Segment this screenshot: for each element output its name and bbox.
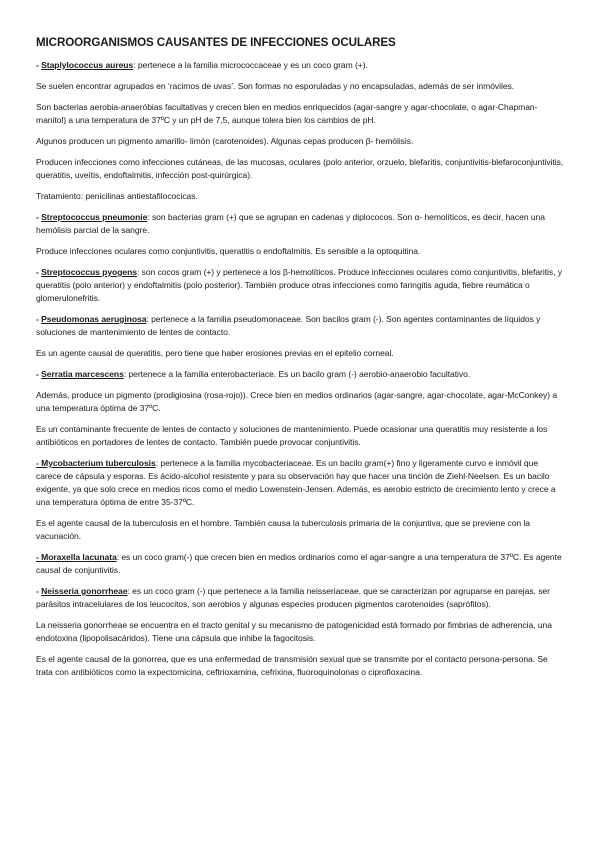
paragraph-text: Producen infecciones como infecciones cutáneas, de las mucosas, oculares (polo anterior, orzuelo, blefaritis, conjuntivitis-blefaroconjuntivitis, queratitis, uveítis, endoftalmitis, infección post-quirúrgica). (36, 157, 564, 180)
paragraph-text: Es un agente causal de queratitis, pero tiene que haber erosiones previas en el epitelio corneal. (36, 348, 394, 358)
organism-paragraph (36, 457, 565, 509)
body-paragraph (36, 619, 565, 645)
body-paragraph (36, 517, 565, 543)
organism-name: - Moraxella lacunata (36, 552, 117, 562)
paragraph-text: La neisseria gonorrheae se encuentra en el tracto genital y su mecanismo de patogenicidad está formado por fimbrias de adherencia, una endotoxina (lipopolisacáridos). Tiene una cápsula que inhibe la fagocitosis. (36, 620, 552, 643)
body-paragraph (36, 156, 565, 182)
organism-paragraph (36, 266, 565, 305)
organism-paragraph (36, 211, 565, 237)
paragraph-text: : pertenece a la familia micrococcaceae y es un coco gram (+). (133, 60, 368, 70)
bullet-dash: - (36, 369, 42, 379)
organism-paragraph (36, 59, 565, 72)
organism-name: Streptococcus pyogens (41, 267, 137, 277)
paragraph-text: : son cocos gram (+) y pertenece a los β-hemolíticos. Produce infecciones oculares como conjuntivitis, blefaritis, y queratitis (polo anterior) y endoftalmitis (polo posterior). También produce otras infecciones como faringitis aguda, fiebre reumática o glomerulonefritis. (36, 267, 562, 303)
body-paragraph (36, 80, 565, 93)
organism-paragraph (36, 313, 565, 339)
body-paragraph (36, 347, 565, 360)
paragraph-text: Es el agente causal de la tuberculosis en el hombre. También causa la tuberculosis primaria de la conjuntiva, que se previene con la vacunación. (36, 518, 531, 541)
paragraph-text: Algunos producen un pigmento amarillo- limón (carotenoides). Algunas cepas producen β- hemólisis. (36, 136, 414, 146)
organism-name: - Mycobacterium tuberculosis (36, 458, 156, 468)
organism-name: Staplylococcus aureus (41, 60, 134, 70)
paragraph-text: Se suelen encontrar agrupados en ‘racimos de uvas’. Son formas no esporuladas y no encapsuladas, además de ser inmóviles. (36, 81, 515, 91)
paragraph-text: : pertenece a la familia enterobacteriace. Es un bacilo gram (-) aerobio-anaerobio facultativo. (123, 369, 471, 379)
body-paragraph (36, 245, 565, 258)
bullet-dash: - (36, 212, 42, 222)
body-paragraph (36, 101, 565, 127)
organism-name: Pseudomonas aeruginosa (41, 314, 147, 324)
paragraph-text: Además, produce un pigmento (prodigiosina (rosa-rojo)). Crece bien en medios ordinarios (agar-sangre, agar-chocolate, agar-McConkey) a una temperatura óptima de 37ºC. (36, 390, 558, 413)
bullet-dash: - (36, 314, 42, 324)
bullet-dash: - (36, 586, 42, 596)
organism-paragraph (36, 368, 565, 381)
bullet-dash: - (36, 60, 42, 70)
body-paragraph (36, 423, 565, 449)
paragraph-text: : pertenece a la familia pseudomonaceae. Son bacilos gram (-). Son agentes contaminantes de líquidos y soluciones de mantenimiento de lentes de contacto. (36, 314, 541, 337)
organism-paragraph (36, 551, 565, 577)
paragraph-text: : es un coco gram(-) que crecen bien en medios ordinarios como el agar-sangre a una temperatura de 37ºC. Es agente causal de conjuntivitis. (36, 552, 562, 575)
paragraph-text: : son bacterias gram (+) que se agrupan en cadenas y diplococos. Son α- hemolíticos, es decir, hacen una hemólisis parcial de la sangre. (36, 212, 545, 235)
document-title: MICROORGANISMOS CAUSANTES DE INFECCIONES OCULARES (36, 36, 396, 49)
body-paragraph (36, 135, 565, 148)
organism-name: Neisseria gonorrheae (41, 586, 128, 596)
body-paragraph (36, 389, 565, 415)
bullet-dash: - (36, 267, 42, 277)
paragraph-text: : pertenece a la familia mycobacteriaceae. Es un bacilo gram(+) fino y ligeramente curvo e inmóvil que carece de cápsula y esporas. Es ácido-alcohol resistente y para su observación hay que hacer una tinción de Ziehl-Neelsen. Es un bacilo exigente, ya que solo crece en medios ricos como el medio Lowenstein-Jensen. Además, es aerobio estricto de crecimiento lento y crece a una temperatura óptima de entre 35-37ºC. (36, 458, 556, 507)
paragraph-text: Tratamiento: penicilinas antiestafilococicas. (36, 191, 198, 201)
paragraph-text: Es un contaminante frecuente de lentes de contacto y soluciones de mantenimiento. Puede ocasionar una queratitis muy resistente a los antibióticos en portadores de lentes de contacto. También puede provocar conjuntivitis. (36, 424, 548, 447)
organism-paragraph (36, 585, 565, 611)
paragraph-text: Son bacterias aerobia-anaeróbias facultativas y crecen bien en medios enriquecidos (agar-sangre y agar-chocolate, o agar-Chapman- manitol) a una temperatura de 37ºC y un pH de 7,5, aunque tolera bien los cambios de pH. (36, 102, 538, 125)
organism-name: Streptococcus pneumonie (41, 212, 148, 222)
document-body (36, 59, 565, 679)
paragraph-text: Es el agente causal de la gonorrea, que es una enfermedad de transmisión sexual que se transmite por el contacto persona-persona. Se trata con antibióticos como la expectomicina, ceftrioxamina, cefrixina, fluoroquinolonas o ciprofloxacina. (36, 654, 548, 677)
body-paragraph (36, 190, 565, 203)
paragraph-text: : es un coco gram (-) que pertenece a la familia neisseriaceae, que se caracterizan por agruparse en parejas, ser parásitos intracelulares de los leucocitos, son aerobios y algunas especies producen pigmentos carotenoides (saprófitos). (36, 586, 550, 609)
body-paragraph (36, 653, 565, 679)
organism-name: Serratia marcescens (41, 369, 124, 379)
paragraph-text: Produce infecciones oculares como conjuntivitis, queratitis o endoftalmitis. Es sensible a la optoquitina. (36, 246, 421, 256)
